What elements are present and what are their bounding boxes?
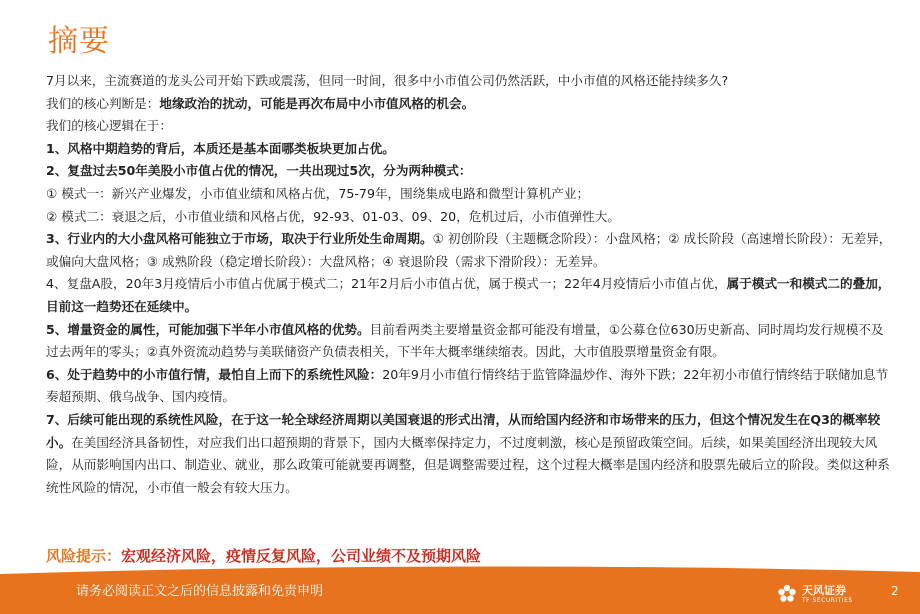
point-3-heading: 3、行业内的大小盘风格可能独立于市场，取决于行业所处生命周期。: [46, 231, 433, 247]
point-4-conclusion: 属于模式一和模式二的叠加，目前这一趋势还在延续中。: [46, 276, 891, 314]
point-5-heading: 5、增量资金的属性，可能加强下半年小市值风格的优势。: [46, 321, 370, 337]
disclaimer-text: 请务必阅读正文之后的信息披露和免责申明: [76, 584, 324, 599]
company-logo: [776, 580, 853, 608]
point-7: [46, 409, 892, 499]
point-2: 2、复盘过去50年美股小市值占优的情况，一共出现过5次，分为两种模式：: [46, 163, 472, 179]
logo-name-cn: 天风证券: [802, 583, 846, 597]
paragraph-core-judgement: [46, 93, 892, 116]
core-judgement-text: 地缘政治的扰动，可能是再次布局中小市值风格的机会。: [159, 95, 475, 111]
point-6-heading: 6、处于趋势中的小市值行情，最怕自上而下的系统性风险：: [46, 366, 383, 382]
point-7-heading: 7、后续可能出现的系统性风险，在于这一轮全球经济周期以美国衰退的形式出清，从而给国内经济和市场带来的压力，但这个情况发生在Q3的概率较小。: [46, 411, 881, 450]
logo-name-en: TF SECURITIES: [802, 596, 853, 604]
point-6-detail: 20年9月小市值行情终结于监管降温炒作、海外下跌；22年初小市值行情终结于联储加息节奏超预期、俄乌战争、国内疫情。: [46, 366, 889, 405]
footer-bar: [0, 574, 920, 614]
point-7-detail: 在美国经济具备韧性，对应我们出口超预期的背景下，国内大概率保持定力，不过度刺激，核心是预留政策空间。后续，如果美国经济出现较大风险，从而影响国内出口、制造业、就业，那么政策可能就要再调整，但是调整需要过程，这个过程大概率是国内经济和股票先破后立的阶段。类似这种系统性风险的情况，小市值一般会有较大压力。: [46, 434, 890, 495]
point-3: [46, 228, 892, 273]
flower-logo-icon: [776, 583, 798, 605]
page-title: 摘要: [48, 24, 110, 59]
logo-text: [802, 584, 853, 605]
point-5: [46, 319, 892, 364]
point-2-mode-1: ① 模式一：新兴产业爆发，小市值业绩和风格占优，75-79年，围绕集成电路和微型计算机产业；: [46, 185, 590, 201]
point-2-mode-2: ② 模式二：衰退之后，小市值业绩和风格占优，92-93、01-03、09、20，危机过后，小市值弹性大。: [46, 208, 620, 224]
footer-curve: [0, 564, 920, 578]
point-5-detail: 目前看两类主要增量资金都可能没有增量，①公募仓位630历史新高、同时周均发行规模不及过去两年的零头；②真外资流动趋势与美联储资产负债表相关，下半年大概率继续缩表。因此，大市值股票增量资金有限。: [46, 321, 884, 360]
point-4: [46, 273, 892, 318]
paragraph-core-logic: 我们的核心逻辑在于：: [46, 118, 172, 134]
page-number: 2: [891, 584, 899, 598]
point-6: [46, 364, 892, 409]
summary-body: [46, 70, 892, 499]
risk-text: 宏观经济风险，疫情反复风险，公司业绩不及预期风险: [121, 547, 482, 565]
point-4-detail: 4、复盘A股，20年3月疫情后小市值占优属于模式二；21年2月后小市值占优，属于模式一；22年4月疫情后小市值占优，: [46, 276, 727, 292]
risk-label: 风险提示：: [46, 547, 122, 565]
point-1: 1、风格中期趋势的背后，本质还是基本面哪类板块更加占优。: [46, 140, 395, 156]
paragraph-intro: 7月以来，主流赛道的龙头公司开始下跌或震荡，但同一时间，很多中小市值公司仍然活跃，中小市值的风格还能持续多久?: [46, 73, 729, 88]
core-judgement-label: 我们的核心判断是：: [46, 95, 160, 111]
point-3-detail: ① 初创阶段（主题概念阶段）：小盘风格；② 成长阶段（高速增长阶段）：无差异，或偏向大盘风格；③ 成熟阶段（稳定增长阶段）：大盘风格；④ 衰退阶段（需求下滑阶段）：无差异。: [46, 231, 892, 269]
